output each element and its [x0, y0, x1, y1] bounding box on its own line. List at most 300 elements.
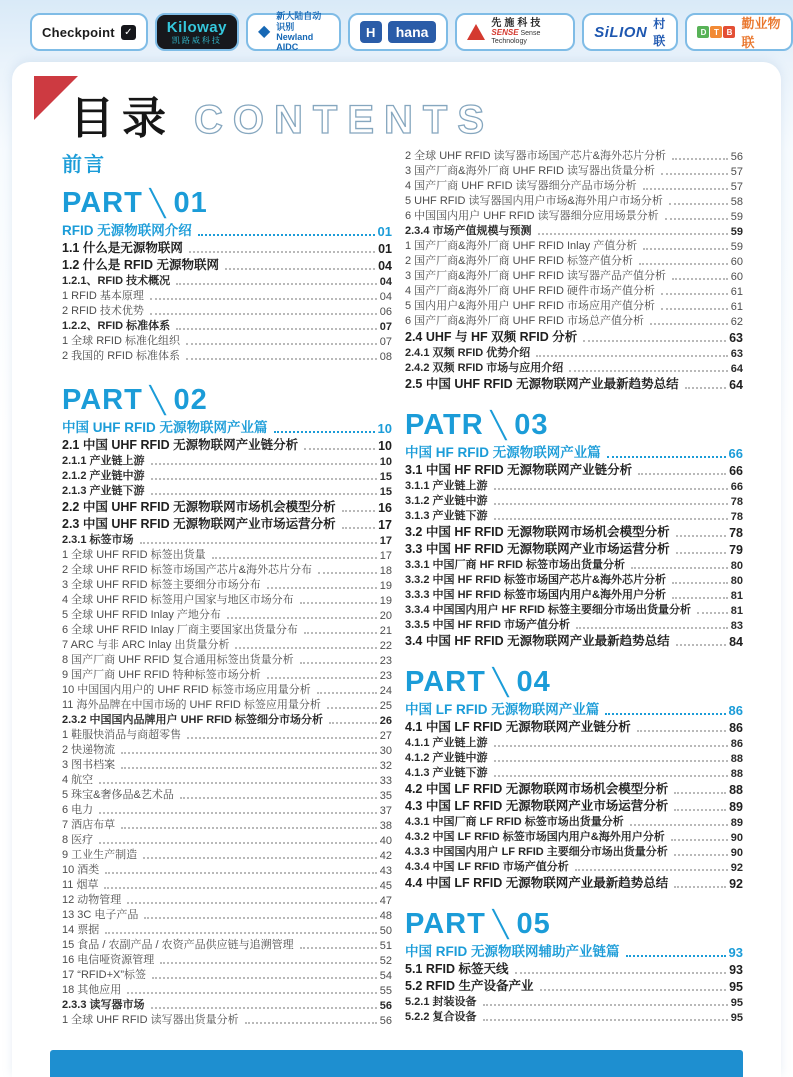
- page-number: 63: [730, 348, 743, 360]
- part-title: [405, 697, 743, 718]
- toc-entry-label: 10 中国国内用户的 UHF RFID 标签市场应用量分析: [62, 684, 311, 696]
- page-number: 15: [379, 471, 392, 483]
- toc-entry: [62, 498, 392, 515]
- toc-entry: [62, 333, 392, 348]
- dotted-leader: [672, 278, 728, 280]
- toc-entry-label: 3 国产厂商&海外厂商 UHF RFID 读写器出货量分析: [405, 165, 655, 177]
- page-number: 86: [730, 738, 743, 750]
- dotted-leader: [267, 587, 377, 589]
- dotted-leader: [672, 158, 728, 160]
- dotted-leader: [676, 552, 726, 554]
- dotted-leader: [605, 713, 725, 715]
- dotted-leader: [626, 955, 726, 957]
- dotted-leader: [483, 1004, 728, 1006]
- page-number: 92: [729, 877, 743, 891]
- toc-entry: [62, 637, 392, 652]
- toc-entry: [405, 223, 743, 238]
- page-number: 48: [379, 910, 392, 922]
- toc-entry: [62, 877, 392, 892]
- toc-entry: [62, 532, 392, 547]
- toc-entry: [62, 562, 392, 577]
- page-number: 10: [378, 439, 392, 453]
- part-title-label: 中国 UHF RFID 无源物联网产业篇: [62, 420, 268, 435]
- page-number: 17: [378, 518, 392, 532]
- logo-dtb: [685, 13, 793, 51]
- toc-entry: [62, 239, 392, 256]
- dotted-leader: [643, 188, 728, 190]
- page-number: 16: [378, 501, 392, 515]
- toc-entry-label: 17 “RFID+X”标签: [62, 969, 147, 981]
- page-number: 47: [379, 895, 392, 907]
- toc-entry-label: 1 全球 RFID 标准化组织: [62, 335, 180, 347]
- toc-entry: [62, 847, 392, 862]
- toc-entry: [405, 844, 743, 859]
- toc-entry-label: 4.1 中国 LF RFID 无源物联网产业链分析: [405, 720, 631, 734]
- dotted-leader: [160, 962, 376, 964]
- dotted-leader: [661, 173, 728, 175]
- page-number: 30: [379, 745, 392, 757]
- toc-entry-label: 2.4.2 双频 RFID 市场与应用介绍: [405, 362, 564, 374]
- page-number: 78: [730, 496, 743, 508]
- toc-entry-label: 3 国产厂商&海外厂商 UHF RFID 读写器产品产值分析: [405, 270, 666, 282]
- page-number: 81: [730, 605, 743, 617]
- dotted-leader: [151, 463, 377, 465]
- toc-entry-label: 6 全球 UHF RFID Inlay 厂商主要国家出货量分布: [62, 624, 298, 636]
- dotted-leader: [674, 792, 726, 794]
- toc-entry: [62, 982, 392, 997]
- page-number: 38: [379, 820, 392, 832]
- page-number: 50: [379, 925, 392, 937]
- toc-entry: [62, 318, 392, 333]
- toc-entry-label: 18 其他应用: [62, 984, 122, 996]
- toc-entry-label: 2 国产厂商&海外厂商 UHF RFID 标签产值分析: [405, 255, 633, 267]
- toc-entry-label: 4.3.2 中国 LF RFID 标签市场国内用户&海外用户分析: [405, 831, 665, 843]
- page-number: 95: [730, 1012, 743, 1024]
- toc-entry: [62, 907, 392, 922]
- toc-entry: [62, 757, 392, 772]
- toc-entry-label: 2.3.2 中国国内品牌用户 UHF RFID 标签细分市场分析: [62, 714, 323, 726]
- page-number: 04: [379, 276, 392, 288]
- toc-entry-label: 3.1.1 产业链上游: [405, 480, 488, 492]
- dotted-leader: [494, 518, 728, 520]
- page-number: 27: [379, 730, 392, 742]
- part-number: 04: [516, 666, 551, 698]
- dotted-leader: [235, 647, 376, 649]
- toc-entry-label: 2 我国的 RFID 标准体系: [62, 350, 180, 362]
- toc-entry-label: 7 ARC 与非 ARC Inlay 出货量分析: [62, 639, 230, 651]
- page-number: 56: [730, 151, 743, 163]
- toc-entry-label: 9 国产厂商 UHF RFID 特种标签市场分析: [62, 669, 261, 681]
- toc-entry-label: 2 全球 UHF RFID 读写器市场国产芯片&海外芯片分析: [405, 150, 666, 162]
- toc-entry-label: 1 鞋服快消品与商超零售: [62, 729, 182, 741]
- toc-entry: [62, 712, 392, 727]
- toc-entry: [62, 787, 392, 802]
- toc-entry-label: 2.1.3 产业链下游: [62, 485, 145, 497]
- toc-entry-label: 14 票据: [62, 924, 100, 936]
- part-heading: [405, 410, 743, 440]
- dotted-leader: [151, 1007, 377, 1009]
- page-number: 95: [729, 980, 743, 994]
- toc-entry: [62, 727, 392, 742]
- toc-entry: [405, 375, 743, 392]
- dotted-leader: [494, 760, 728, 762]
- dotted-leader: [140, 542, 377, 544]
- dotted-leader: [674, 809, 726, 811]
- toc-entry: [405, 587, 743, 602]
- toc-entry: [405, 874, 743, 891]
- page-number: 90: [730, 832, 743, 844]
- dotted-leader: [494, 745, 728, 747]
- toc-entry: [405, 268, 743, 283]
- page-number: 59: [730, 226, 743, 238]
- dotted-leader: [189, 251, 375, 253]
- toc-entry-label: 4.4 中国 LF RFID 无源物联网产业最新趋势总结: [405, 876, 669, 890]
- part-heading: [62, 385, 392, 415]
- part-heading: [405, 909, 743, 939]
- toc-entry: [405, 994, 743, 1009]
- toc-entry: [405, 461, 743, 478]
- part-number: 03: [514, 409, 549, 441]
- dotted-leader: [267, 677, 377, 679]
- page-number: 93: [728, 945, 743, 960]
- part-word: PART: [405, 908, 486, 940]
- page-number: 19: [379, 595, 392, 607]
- toc-entry: [405, 557, 743, 572]
- toc-entry: [405, 1009, 743, 1024]
- dotted-leader: [198, 234, 375, 236]
- dotted-leader: [300, 662, 377, 664]
- toc-entry: [62, 772, 392, 787]
- page-number: 90: [730, 847, 743, 859]
- toc-entry-label: 3 图书档案: [62, 759, 116, 771]
- toc-entry-label: 5.2 RFID 生产设备产业: [405, 979, 534, 993]
- dotted-leader: [676, 535, 726, 537]
- part-title: [405, 440, 743, 461]
- toc-entry-label: 1 全球 UHF RFID 标签出货量: [62, 549, 206, 561]
- dotted-leader: [143, 857, 377, 859]
- toc-entry-label: 5 全球 UHF RFID Inlay 产地分布: [62, 609, 221, 621]
- dotted-leader: [661, 293, 728, 295]
- part-number: 05: [516, 908, 551, 940]
- logo-checkpoint-text: Checkpoint: [42, 24, 115, 40]
- dotted-leader: [329, 722, 377, 724]
- dotted-leader: [300, 602, 377, 604]
- diamond-icon: ◆: [257, 23, 271, 40]
- toc-entry-label: 4.3.3 中国国内用户 LF RFID 主要细分市场出货量分析: [405, 846, 668, 858]
- dotted-leader: [672, 582, 728, 584]
- dotted-leader: [99, 812, 377, 814]
- toc-entry-label: 3.3.2 中国 HF RFID 标签市场国产芯片&海外芯片分析: [405, 574, 666, 586]
- preface-heading: 前言: [62, 154, 106, 176]
- dotted-leader: [152, 977, 377, 979]
- checkmark-icon: ✓: [121, 25, 136, 40]
- toc-entry-label: 10 酒类: [62, 864, 100, 876]
- dotted-leader: [121, 752, 377, 754]
- toc-entry: [405, 148, 743, 163]
- toc-entry: [62, 547, 392, 562]
- page-number: 17: [379, 550, 392, 562]
- part-number: 02: [173, 384, 208, 416]
- dotted-leader: [697, 612, 728, 614]
- toc-entry-label: 4.3.1 中国厂商 LF RFID 标签市场出货量分析: [405, 816, 624, 828]
- part-heading: [405, 667, 743, 697]
- page-number: 86: [728, 703, 743, 718]
- toc-entry: [62, 952, 392, 967]
- toc-entry: [405, 493, 743, 508]
- part-separator: ╲: [492, 667, 510, 697]
- toc-entry: [62, 817, 392, 832]
- toc-entry: [405, 508, 743, 523]
- toc-entry: [62, 348, 392, 363]
- toc-entry-label: 3.4 中国 HF RFID 无源物联网产业最新趋势总结: [405, 634, 670, 648]
- page-number: 79: [729, 543, 743, 557]
- dotted-leader: [150, 298, 377, 300]
- toc-entry: [405, 814, 743, 829]
- page-number: 66: [728, 446, 743, 461]
- toc-entry: [62, 436, 392, 453]
- dotted-leader: [150, 313, 377, 315]
- toc-entry-label: 1.2.2、RFID 标准体系: [62, 320, 171, 332]
- toc-entry: [405, 328, 743, 345]
- toc-entry: [405, 750, 743, 765]
- page-number: 01: [377, 224, 392, 239]
- page-number: 52: [379, 955, 392, 967]
- page-number: 81: [730, 590, 743, 602]
- toc-entry-label: 2.1.1 产业链上游: [62, 455, 145, 467]
- toc-entry-label: 3.3.4 中国国内用户 HF RFID 标签主要细分市场出货量分析: [405, 604, 692, 616]
- page-number: 26: [379, 715, 392, 727]
- page-number: 10: [377, 421, 392, 436]
- part-word: PART: [62, 187, 143, 219]
- toc-entry-label: 3.3.5 中国 HF RFID 市场产值分析: [405, 619, 571, 631]
- dotted-leader: [121, 827, 377, 829]
- spacer: [405, 891, 743, 909]
- toc-entry: [405, 540, 743, 557]
- page-number: 88: [730, 753, 743, 765]
- dotted-leader: [674, 854, 728, 856]
- page-number: 89: [730, 817, 743, 829]
- logo-kiloway-zh: 凯路威科技: [171, 35, 222, 45]
- dotted-leader: [187, 737, 377, 739]
- toc-entry: [405, 797, 743, 814]
- page-number: 93: [729, 963, 743, 977]
- dtb-icon: D T B: [697, 26, 735, 38]
- dotted-leader: [630, 824, 728, 826]
- page-number: 32: [379, 760, 392, 772]
- hana-icon: H: [360, 21, 382, 43]
- toc-entry: [62, 622, 392, 637]
- sponsor-logo-bar: [30, 13, 793, 51]
- page-number: 95: [730, 997, 743, 1009]
- toc-entry: [405, 632, 743, 649]
- part-word: PART: [62, 384, 143, 416]
- toc-entry-label: 6 国产厂商&海外厂商 UHF RFID 市场总产值分析: [405, 315, 644, 327]
- page-number: 24: [379, 685, 392, 697]
- part-separator: ╲: [490, 410, 508, 440]
- page-number: 58: [730, 196, 743, 208]
- dotted-leader: [639, 263, 728, 265]
- toc-entry-label: 5.2.1 封装设备: [405, 996, 477, 1008]
- toc-entry-label: 1.2 什么是 RFID 无源物联网: [62, 258, 219, 272]
- toc-entry-label: 3.3 中国 HF RFID 无源物联网产业市场运营分析: [405, 542, 670, 556]
- page-number: 66: [729, 464, 743, 478]
- toc-entry: [62, 967, 392, 982]
- page-number: 88: [730, 768, 743, 780]
- dotted-leader: [144, 917, 376, 919]
- toc-entry-label: 5 UHF RFID 读写器国内用户市场&海外用户市场分析: [405, 195, 663, 207]
- toc-entry-label: 6 电力: [62, 804, 94, 816]
- toc-entry: [405, 617, 743, 632]
- dotted-leader: [304, 632, 377, 634]
- part-separator: ╲: [149, 385, 167, 415]
- toc-entry: [62, 667, 392, 682]
- page-number: 57: [730, 166, 743, 178]
- page-number: 04: [378, 259, 392, 273]
- page-number: 78: [729, 526, 743, 540]
- toc-entry-label: 3.3.1 中国厂商 HF RFID 标签市场出货量分析: [405, 559, 626, 571]
- page-number: 22: [379, 640, 392, 652]
- logo-sense: [455, 13, 575, 51]
- toc-entry: [62, 273, 392, 288]
- toc-entry-label: 2.2 中国 UHF RFID 无源物联网市场机会模型分析: [62, 500, 336, 514]
- page-number: 19: [379, 580, 392, 592]
- part-word: PATR: [405, 409, 484, 441]
- page-number: 07: [379, 321, 392, 333]
- title-zh: 目录: [70, 94, 174, 143]
- dotted-leader: [176, 328, 377, 330]
- page-number: 35: [379, 790, 392, 802]
- toc-entry: [62, 652, 392, 667]
- toc-entry-label: 2.4.1 双频 RFID 优势介绍: [405, 347, 531, 359]
- toc-entry-label: 3.1.3 产业链下游: [405, 510, 488, 522]
- page-number: 88: [729, 783, 743, 797]
- page-number: 06: [379, 306, 392, 318]
- toc-entry: [405, 859, 743, 874]
- dotted-leader: [317, 692, 377, 694]
- dotted-leader: [186, 343, 377, 345]
- toc-entry: [405, 360, 743, 375]
- part-title: [62, 415, 392, 436]
- toc-entry: [405, 602, 743, 617]
- logo-checkpoint: [30, 13, 148, 51]
- toc-entry-label: 8 医疗: [62, 834, 94, 846]
- page-number: 21: [379, 625, 392, 637]
- dotted-leader: [669, 203, 728, 205]
- toc-entry-label: 4.1.3 产业链下游: [405, 767, 488, 779]
- page-number: 20: [379, 610, 392, 622]
- page-number: 40: [379, 835, 392, 847]
- logo-silion: [582, 13, 678, 51]
- toc-entry-label: 4.3.4 中国 LF RFID 市场产值分析: [405, 861, 569, 873]
- logo-kiloway-en: Kiloway: [166, 18, 227, 36]
- toc-entry: [405, 718, 743, 735]
- dotted-leader: [212, 557, 377, 559]
- page-number: 45: [379, 880, 392, 892]
- toc-entry: [405, 960, 743, 977]
- toc-entry: [405, 253, 743, 268]
- page-number: 33: [379, 775, 392, 787]
- page-number: 15: [379, 486, 392, 498]
- dotted-leader: [227, 617, 377, 619]
- page-number: 61: [730, 301, 743, 313]
- page-title: [70, 82, 494, 146]
- dotted-leader: [672, 597, 728, 599]
- dotted-leader: [225, 268, 375, 270]
- toc-entry: [405, 283, 743, 298]
- toc-entry: [62, 483, 392, 498]
- toc-entry-label: 2 快递物流: [62, 744, 116, 756]
- logo-newland-zh: 新大陆自动识别: [276, 11, 322, 32]
- toc-entry-label: 12 动物管理: [62, 894, 122, 906]
- toc-entry-label: 2.3.4 市场产值规模与预测: [405, 225, 532, 237]
- dotted-leader: [151, 493, 377, 495]
- page-number: 60: [730, 271, 743, 283]
- page-number: 92: [730, 862, 743, 874]
- page-number: 89: [729, 800, 743, 814]
- page-number: 25: [379, 700, 392, 712]
- page-number: 01: [378, 242, 392, 256]
- toc-entry-label: 16 电信哑资源管理: [62, 954, 155, 966]
- dotted-leader: [637, 730, 726, 732]
- part-title-label: 中国 HF RFID 无源物联网产业篇: [405, 445, 601, 460]
- dotted-leader: [105, 872, 376, 874]
- toc-entry-label: 3.1 中国 HF RFID 无源物联网产业链分析: [405, 463, 633, 477]
- page-number: 43: [379, 865, 392, 877]
- logo-silion-en: SiLION: [594, 23, 648, 41]
- toc-entry: [405, 478, 743, 493]
- toc-entry: [405, 977, 743, 994]
- toc-entry-label: 2.3.1 标签市场: [62, 534, 134, 546]
- toc-entry-label: 13 3C 电子产品: [62, 909, 139, 921]
- dotted-leader: [176, 283, 377, 285]
- toc-entry-label: 1 国产厂商&海外厂商 UHF RFID Inlay 产值分析: [405, 240, 638, 252]
- toc-entry-label: 2 全球 UHF RFID 标签市场国产芯片&海外芯片分布: [62, 564, 312, 576]
- toc-entry-label: 4.2 中国 LF RFID 无源物联网市场机会模型分析: [405, 782, 669, 796]
- dotted-leader: [483, 1019, 728, 1021]
- dotted-leader: [515, 972, 727, 974]
- page-number: 57: [730, 181, 743, 193]
- dotted-leader: [99, 842, 377, 844]
- dotted-leader: [274, 431, 375, 433]
- toc-entry: [405, 193, 743, 208]
- part-title: [62, 218, 392, 239]
- footer-bar: [50, 1050, 743, 1077]
- toc-entry-label: 1 RFID 基本原理: [62, 290, 144, 302]
- dotted-leader: [631, 567, 728, 569]
- toc-entry: [405, 238, 743, 253]
- spacer: [62, 363, 392, 385]
- logo-kiloway: [155, 13, 239, 51]
- toc-entry: [62, 256, 392, 273]
- toc-entry-label: 4 国产厂商 UHF RFID 读写器细分产品市场分析: [405, 180, 637, 192]
- page-number: 59: [730, 211, 743, 223]
- page-number: 84: [729, 635, 743, 649]
- page-number: 51: [379, 940, 392, 952]
- page-number: 59: [730, 241, 743, 253]
- toc-entry: [405, 298, 743, 313]
- toc-entry: [62, 997, 392, 1012]
- dotted-leader: [494, 488, 728, 490]
- toc-entry-label: 2.4 UHF 与 HF 双频 RFID 分析: [405, 330, 578, 344]
- spacer: [405, 649, 743, 667]
- spacer: [405, 392, 743, 410]
- toc-entry-label: 4.3 中国 LF RFID 无源物联网产业市场运营分析: [405, 799, 669, 813]
- part-title: [405, 939, 743, 960]
- page-number: 64: [730, 363, 743, 375]
- logo-hana: [348, 13, 449, 51]
- toc-entry: [62, 862, 392, 877]
- page-number: 83: [730, 620, 743, 632]
